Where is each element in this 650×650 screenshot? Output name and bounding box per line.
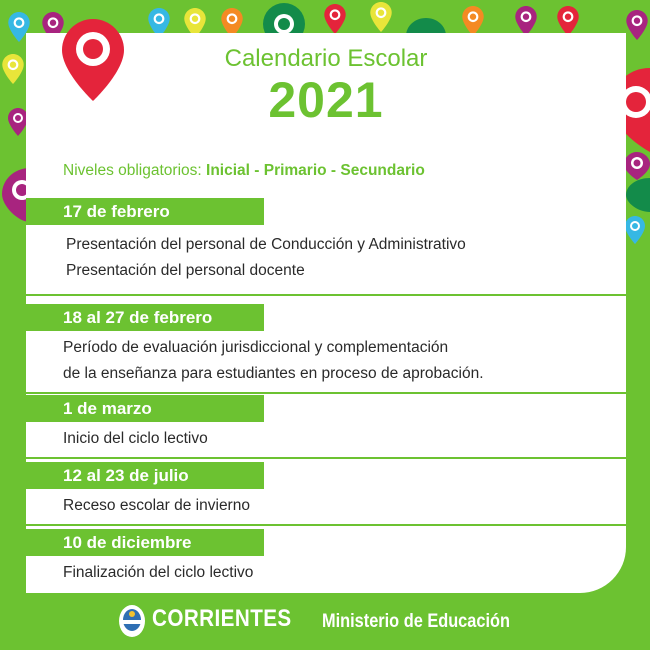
event-date-bar: 17 de febrero bbox=[26, 198, 264, 225]
map-pin-icon bbox=[2, 54, 24, 84]
levels-values: Inicial - Primario - Secundario bbox=[206, 162, 425, 179]
event-description-line: Presentación del personal de Conducción y Administrativo bbox=[66, 236, 466, 253]
event-description bbox=[26, 334, 626, 394]
event-description-line: Presentación del personal docente bbox=[66, 262, 305, 279]
calendar-card bbox=[26, 33, 626, 593]
map-pin-icon bbox=[626, 10, 648, 40]
map-pin-icon bbox=[557, 6, 579, 36]
event-date-bar: 1 de marzo bbox=[26, 395, 264, 422]
event-description-line: Finalización del ciclo lectivo bbox=[63, 564, 254, 581]
ministry-name: Ministerio de Educación bbox=[322, 611, 510, 632]
map-pin-icon bbox=[462, 6, 484, 36]
event-description-line: de la enseñanza para estudiantes en proceso de aprobación. bbox=[63, 365, 484, 382]
page-year: 2021 bbox=[268, 72, 384, 128]
event-description-line: Período de evaluación jurisdiccional y complementación bbox=[63, 339, 449, 356]
event-date-bar: 18 al 27 de febrero bbox=[26, 304, 264, 331]
event-date-bar: 12 al 23 de julio bbox=[26, 462, 264, 489]
brand-name: CORRIENTES bbox=[152, 605, 292, 632]
footer bbox=[0, 598, 650, 650]
event-description bbox=[26, 492, 626, 526]
event-description bbox=[26, 230, 626, 296]
map-pin-icon bbox=[625, 216, 645, 244]
map-pin-icon bbox=[515, 6, 537, 36]
map-pin-icon bbox=[324, 4, 346, 34]
province-seal-icon bbox=[118, 604, 146, 638]
levels-line bbox=[63, 162, 425, 180]
page-title: Calendario Escolar bbox=[224, 45, 428, 72]
levels-prefix: Niveles obligatorios: bbox=[63, 162, 207, 179]
event-description-line: Receso escolar de invierno bbox=[63, 497, 250, 514]
map-pin-icon bbox=[626, 178, 650, 212]
map-pin-icon bbox=[8, 108, 28, 136]
event-description-line: Inicio del ciclo lectivo bbox=[63, 430, 208, 447]
map-pin-icon bbox=[370, 2, 392, 32]
map-pin-icon bbox=[624, 152, 650, 180]
event-description bbox=[26, 425, 626, 459]
event-description bbox=[26, 559, 626, 593]
map-pin-icon bbox=[262, 2, 306, 36]
event-date-bar: 10 de diciembre bbox=[26, 529, 264, 556]
